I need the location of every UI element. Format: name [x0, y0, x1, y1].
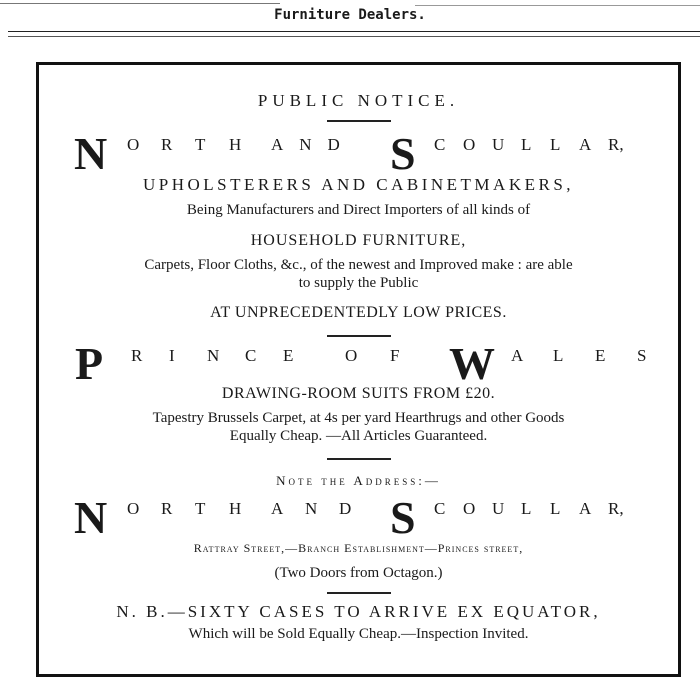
of-letters: O F	[345, 346, 400, 365]
short-rule	[327, 592, 391, 594]
drop-initial-n: N	[74, 128, 108, 179]
address-line: Rattray Street,—Branch Establishment—Princes street,	[193, 541, 524, 555]
top-rule-left	[0, 3, 280, 4]
carpets-line-1: Carpets, Floor Cloths, &c., of the newest and Improved make : are able	[144, 257, 573, 273]
advertisement	[39, 65, 678, 674]
firm-1-and: AND	[271, 135, 356, 154]
prince-letters: R I N C E	[131, 346, 294, 365]
short-rule	[327, 335, 391, 337]
nota-bene-line: N. B.—SIXTY CASES TO ARRIVE EX EQUATOR,	[116, 602, 601, 621]
drop-initial-s: S	[390, 128, 416, 179]
wales-letters: A L E S	[511, 346, 647, 365]
short-rule	[327, 120, 391, 122]
section-header: Furniture Dealers.	[274, 7, 426, 23]
sold-cheap-line: Which will be Sold Equally Cheap.—Inspection Invited.	[188, 626, 529, 642]
firm-1-north-letters: O R T H	[127, 135, 242, 154]
firm-2-north-letters: O R T H	[127, 499, 242, 518]
public-notice-heading: PUBLIC NOTICE.	[257, 91, 460, 110]
trade-line: UPHOLSTERERS AND CABINETMAKERS,	[142, 175, 575, 194]
location-line: (Two Doors from Octagon.)	[274, 565, 443, 581]
manufacturers-line: Being Manufacturers and Direct Importers of all kinds of	[186, 202, 531, 218]
note-address-line: Note the Address:—	[276, 473, 441, 488]
firm-2-and: A N D	[271, 499, 352, 518]
drop-initial-p: P	[75, 338, 104, 389]
header-rule-secondary	[8, 36, 700, 37]
firm-2-coullar-letters: C O U L L A R,	[434, 499, 624, 518]
top-rule-right	[415, 5, 700, 6]
low-prices-line: AT UNPRECEDENTEDLY LOW PRICES.	[210, 304, 507, 321]
tapestry-line-1: Tapestry Brussels Carpet, at 4s per yard Hearthrugs and other Goods	[152, 410, 565, 426]
household-furniture-line: HOUSEHOLD FURNITURE,	[250, 232, 467, 249]
short-rule	[327, 458, 391, 460]
drop-initial-s: S	[390, 492, 416, 543]
drop-initial-w: W	[449, 338, 495, 389]
drawing-room-line: DRAWING-ROOM SUITS FROM £20.	[221, 385, 496, 402]
header-rule	[8, 31, 700, 32]
carpets-line-2: to supply the Public	[298, 275, 419, 291]
tapestry-line-2: Equally Cheap. —All Articles Guaranteed.	[229, 428, 488, 444]
drop-initial-n: N	[74, 492, 108, 543]
firm-1-coullar-letters: C O U L L A R,	[434, 135, 624, 154]
